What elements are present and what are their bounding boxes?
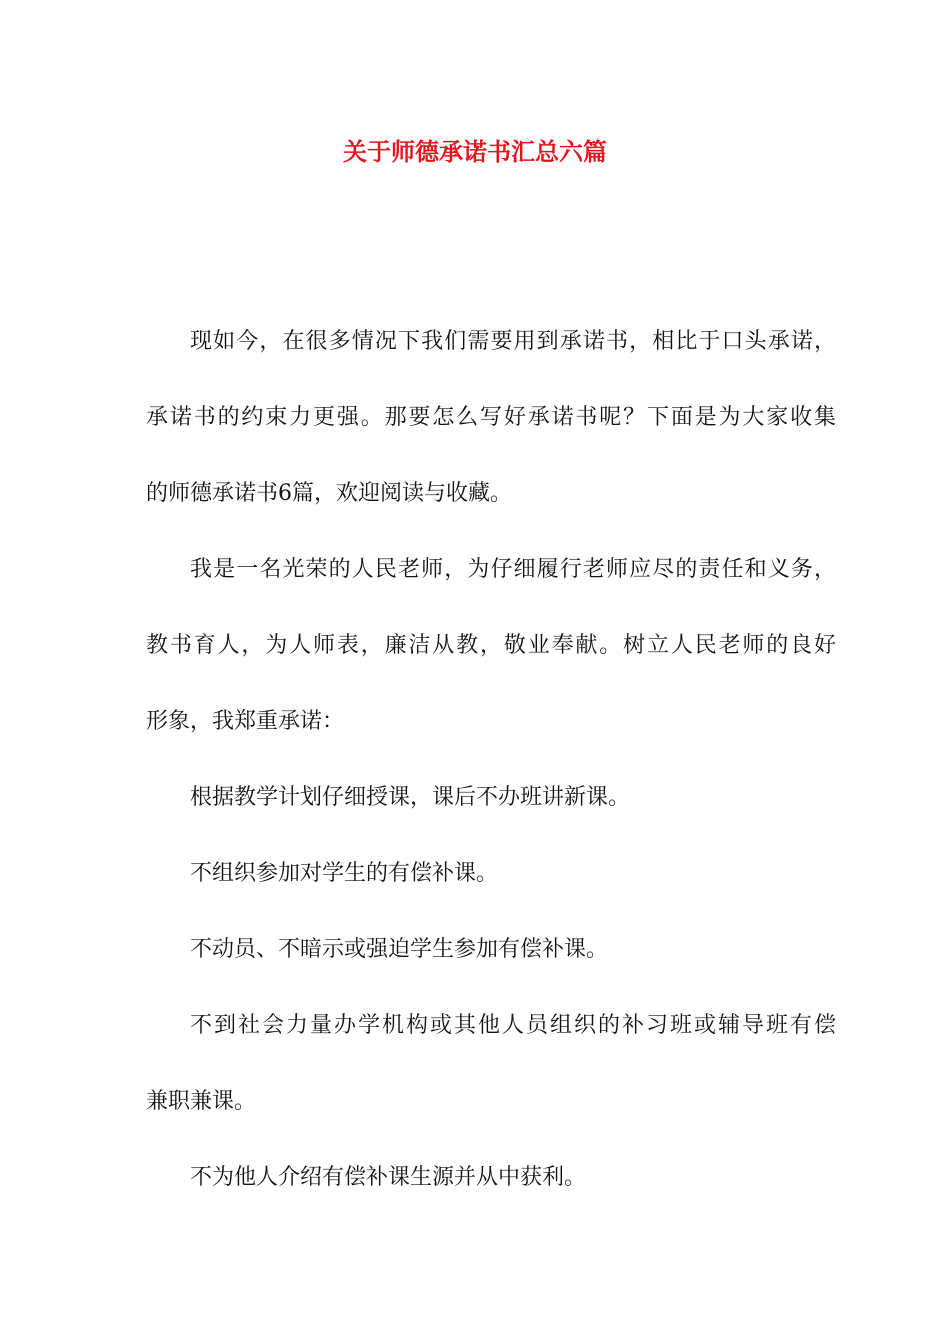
- document-body: [146, 318, 836, 1230]
- paragraph-line: 不为他人介绍有偿补课生源并从中获利。: [190, 1165, 587, 1190]
- paragraph-line: 现如今，在很多情况下我们需要用到承诺书，相比于口头承诺，: [190, 329, 836, 354]
- paragraph-line: 不到社会力量办学机构或其他人员组织的补习班或辅导班有偿: [190, 1013, 836, 1038]
- paragraph-line: 不动员、不暗示或强迫学生参加有偿补课。: [190, 937, 609, 962]
- paragraph-line: 形象，我郑重承诺：: [146, 709, 345, 734]
- document-title: 关于师德承诺书汇总六篇: [343, 137, 607, 166]
- paragraph-line: 不组织参加对学生的有偿补课。: [190, 861, 499, 886]
- paragraph-line: 教书育人，为人师表，廉洁从教，敬业奉献。树立人民老师的良好: [146, 633, 836, 658]
- paragraph-line: 的师德承诺书6篇，欢迎阅读与收藏。: [146, 481, 512, 506]
- paragraph-line: 承诺书的约束力更强。那要怎么写好承诺书呢？下面是为大家收集: [146, 405, 836, 430]
- paragraph-line: 兼职兼课。: [146, 1089, 257, 1114]
- paragraph-line: 我是一名光荣的人民老师，为仔细履行老师应尽的责任和义务，: [190, 557, 836, 582]
- paragraph-line: 根据教学计划仔细授课，课后不办班讲新课。: [190, 785, 631, 810]
